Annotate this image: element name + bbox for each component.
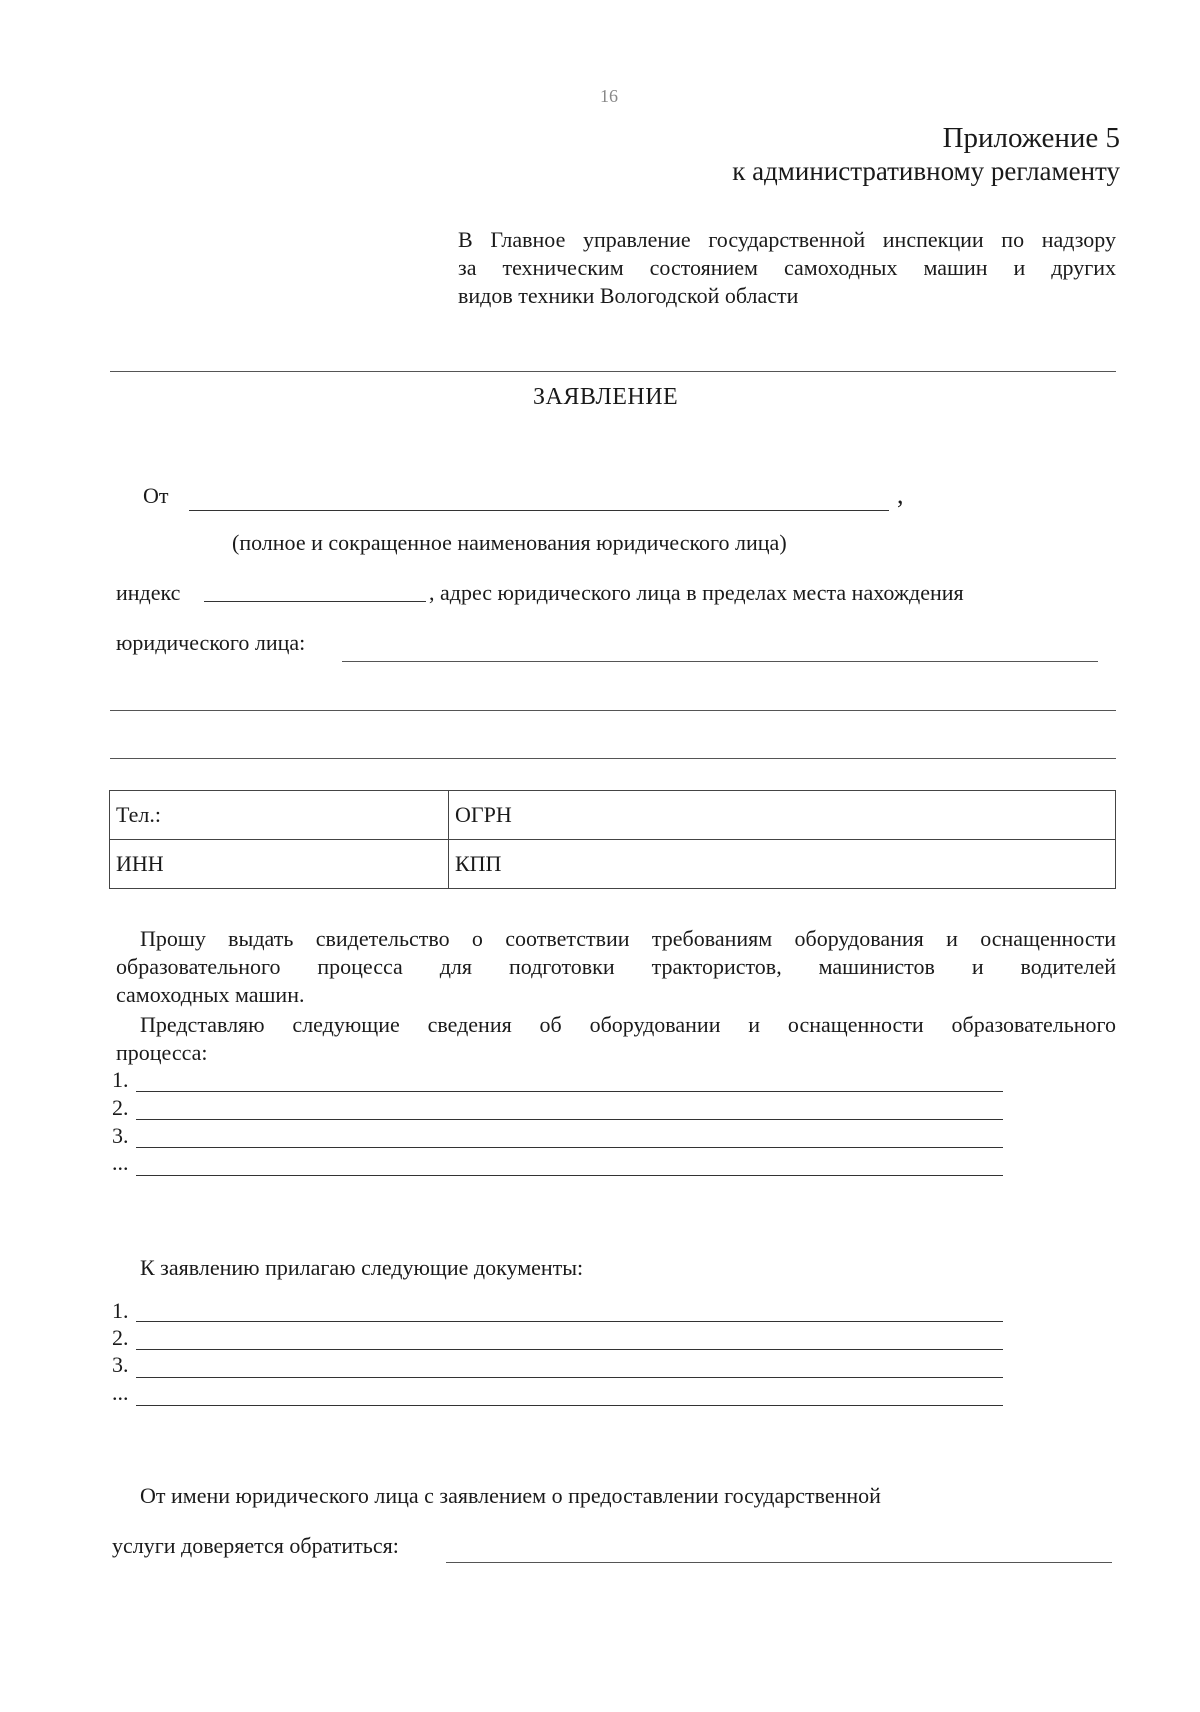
table-row [110,791,1116,840]
representative-text: От имени юридического лица с заявлением о предоставлении государственной [140,1483,881,1508]
request-line: Прошу выдать свидетельство о соответствии требованиям оборудования и оснащенности [140,926,1116,951]
page-number: 16 [600,86,618,106]
request-line: самоходных машин. [116,982,305,1007]
attachment-item-number: 2. [112,1325,129,1350]
equipment-paragraph [116,1011,1116,1067]
document-title: ЗАЯВЛЕНИЕ [533,384,679,410]
representative-field[interactable] [446,1562,1112,1563]
attachment-item-field[interactable] [136,1405,1003,1406]
attachment-item-number: ... [112,1380,129,1405]
legal-address-field[interactable] [342,661,1098,662]
phone-cell[interactable]: Тел.: [110,791,449,840]
from-label: От [143,483,169,508]
header-divider [110,371,1116,372]
from-comma: , [897,480,904,509]
appendix-subtitle: к административному регламенту [732,156,1120,186]
request-paragraph [116,925,1116,1009]
appendix-title: Приложение 5 [942,122,1120,154]
applicant-name-caption: (полное и сокращенное наименования юридического лица) [232,530,787,555]
equipment-item-number: 1. [112,1067,129,1092]
request-line: образовательного процесса для подготовки трактористов, машинистов и водителей [116,954,1116,979]
applicant-name-field[interactable] [189,510,889,511]
attachment-item-number: 3. [112,1352,129,1377]
attachments-label: К заявлению прилагаю следующие документы: [140,1255,584,1280]
ogrn-cell[interactable]: ОГРН [449,791,1116,840]
inn-cell[interactable]: ИНН [110,840,449,889]
equipment-line: Представляю следующие сведения об оборудовании и оснащенности образовательного [140,1012,1116,1037]
equipment-line: процесса: [116,1040,208,1065]
contacts-table [109,790,1116,889]
legal-address-label: юридического лица: [116,630,306,655]
attachment-item-field[interactable] [136,1349,1003,1350]
representative-label: услуги доверяется обратиться: [112,1533,399,1558]
equipment-item-field[interactable] [136,1147,1003,1148]
addressee-line: за техническим состоянием самоходных машин и других [458,255,1116,280]
attachment-item-number: 1. [112,1298,129,1323]
equipment-item-field[interactable] [136,1119,1003,1120]
equipment-item-field[interactable] [136,1091,1003,1092]
equipment-item-number: 2. [112,1095,129,1120]
address-text: , адрес юридического лица в пределах места нахождения [429,580,964,605]
attachment-item-field[interactable] [136,1321,1003,1322]
attachment-item-field[interactable] [136,1377,1003,1378]
equipment-item-number: ... [112,1150,129,1175]
table-row [110,840,1116,889]
equipment-item-field[interactable] [136,1175,1003,1176]
addressee-line: видов техники Вологодской области [458,283,799,308]
index-field[interactable] [204,601,426,602]
legal-address-field-line-3[interactable] [110,758,1116,759]
kpp-cell[interactable]: КПП [449,840,1116,889]
addressee-line: В Главное управление государственной инспекции по надзору [458,227,1116,252]
legal-address-field-line-2[interactable] [110,710,1116,711]
index-label: индекс [116,580,181,605]
addressee-block [458,226,1116,310]
equipment-item-number: 3. [112,1123,129,1148]
